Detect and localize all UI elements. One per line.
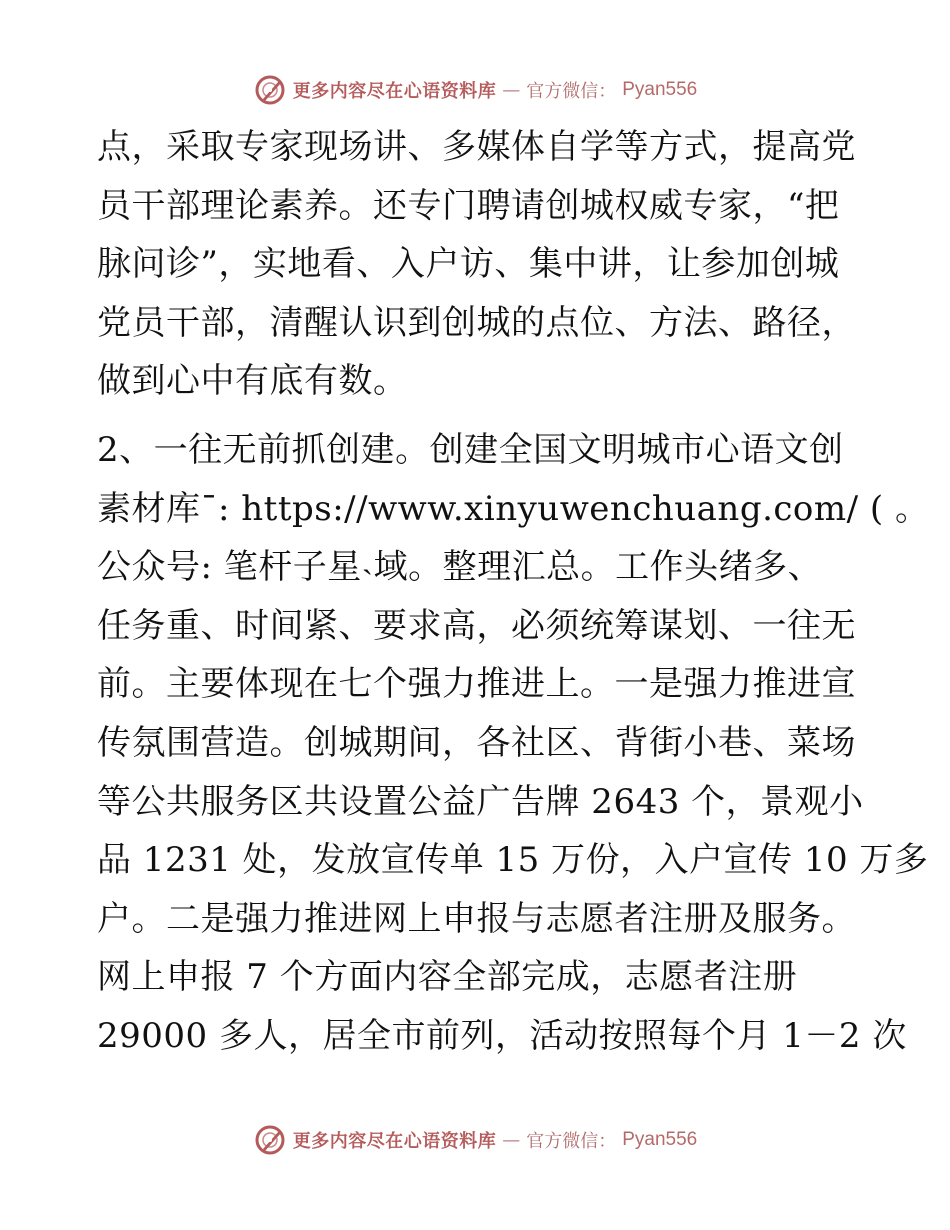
- page-header: [0, 70, 950, 110]
- text-line: 党员干部，清醒认识到创城的点位、方法、路径，: [97, 302, 856, 343]
- footer-wechat-handle: Pyan556: [622, 1129, 698, 1150]
- header-separator: —: [502, 79, 521, 101]
- text-line: 传氛围营造。创城期间，各社区、背街小巷、菜场: [97, 722, 856, 763]
- paragraph-2: [97, 421, 930, 1066]
- paragraph-1: [97, 118, 857, 411]
- header-wechat-handle: Pyan556: [622, 79, 698, 100]
- footer-banner: [253, 1123, 698, 1157]
- text-line: 员干部理论素养。还专门聘请创城权威专家，“把: [97, 185, 840, 226]
- header-banner: [253, 73, 698, 107]
- footer-separator: —: [502, 1129, 521, 1151]
- text-line: 2、一往无前抓创建。创建全国文明城市心语文创: [97, 429, 844, 470]
- pen-nib-circle-icon: [253, 1123, 287, 1157]
- text-line: 户。二是强力推进网上申报与志愿者注册及服务。: [97, 898, 856, 939]
- text-line: 脉问诊”，实地看、入户访、集中讲，让参加创城: [97, 244, 840, 285]
- header-wechat-label: 官方微信：: [526, 81, 617, 102]
- text-line: 前。主要体现在七个强力推进上。一是强力推进宣: [97, 664, 856, 705]
- text-line: 做到心中有底有数。: [97, 361, 408, 402]
- text-line: 网上申报 7 个方面内容全部完成，志愿者注册: [97, 957, 798, 998]
- pen-nib-circle-icon: [253, 73, 287, 107]
- text-line: 品 1231 处，发放宣传单 15 万份，入户宣传 10 万多: [97, 840, 929, 881]
- text-line: 公众号: 笔杆子星˴域。整理汇总。工作头绪多、: [97, 547, 823, 588]
- document-body: [97, 118, 930, 1066]
- footer-wechat-label: 官方微信：: [526, 1131, 617, 1152]
- text-line: 任务重、时间紧、要求高，必须统筹谋划、一往无: [97, 605, 856, 646]
- text-line: 29000 多人，居全市前列，活动按照每个月 1－2 次: [97, 1015, 907, 1056]
- text-line: 点，采取专家现场讲、多媒体自学等方式，提高党: [97, 127, 856, 167]
- header-site-text: 更多内容尽在心语资料库: [292, 81, 497, 102]
- footer-site-text: 更多内容尽在心语资料库: [292, 1131, 497, 1152]
- page-footer: [0, 1120, 950, 1160]
- text-line-with-link: 素材库¯: https://www.xinyuwenchuang.com/ ( 。: [97, 488, 930, 529]
- text-line: 等公共服务区共设置公益广告牌 2643 个，景观小: [97, 781, 864, 822]
